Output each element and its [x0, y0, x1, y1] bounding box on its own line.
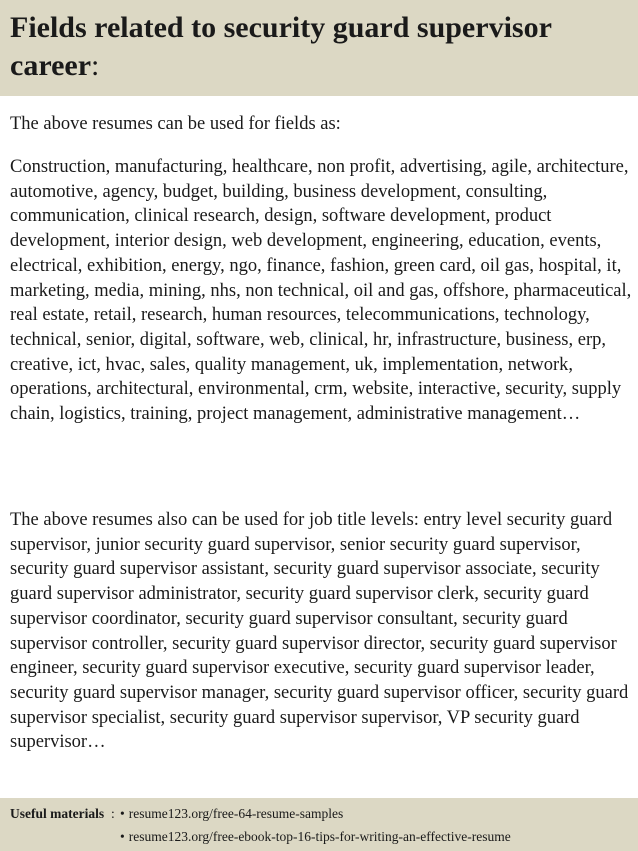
footer-banner — [0, 798, 638, 851]
fields-list: Construction, manufacturing, healthcare, non profit, advertising, agile, architecture, automotive, agency, budget, building, business development, consulting, communication, clinical research, design, software development, product development, interior design, web development, engineering, education, events, electrical, exhibition, energy, ngo, finance, fashion, green card, oil gas, hospital, it, marketing, media, mining, nhs, non technical, oil and gas, offshore, pharmaceutical, real estate, retail, research, human resources, telecommunications, technology, technical, senior, digital, software, web, clinical, hr, infrastructure, business, erp, creative, ict, hvac, sales, quality management, uk, implementation, network, operations, architectural, environmental, crm, website, interactive, security, supply chain, logistics, training, project management, administrative management… — [10, 157, 632, 425]
resume-samples-link[interactable] — [120, 805, 343, 823]
bullet-icon: • — [120, 829, 125, 844]
header-banner — [0, 0, 638, 96]
ebook-tips-link-text: resume123.org/free-ebook-top-16-tips-for-writing-an-effective-resume — [128, 829, 511, 844]
useful-materials-label: Useful materials — [10, 806, 105, 821]
bullet-icon: • — [120, 806, 125, 821]
page-title-colon: : — [91, 49, 100, 82]
ebook-tips-link[interactable] — [120, 828, 511, 846]
resume-samples-link-text: resume123.org/free-64-resume-samples — [128, 806, 344, 821]
page-title-main: Fields related to security guard supervisor career — [10, 11, 552, 82]
page-title — [10, 9, 630, 85]
job-levels-list: The above resumes also can be used for job title levels: entry level security guard supervisor, junior security guard supervisor, senior security guard supervisor, security guard supervisor assistant, security guard supervisor associate, security guard supervisor administrator, security guard supervisor clerk, security guard supervisor coordinator, security guard supervisor consultant, security guard supervisor controller, security guard supervisor director, security guard supervisor engineer, security guard supervisor executive, security guard supervisor leader, security guard supervisor manager, security guard supervisor officer, security guard supervisor specialist, security guard supervisor supervisor, VP security guard supervisor… — [10, 510, 629, 753]
useful-materials-colon: : — [111, 806, 115, 821]
intro-text: The above resumes can be used for fields as: — [10, 114, 341, 134]
